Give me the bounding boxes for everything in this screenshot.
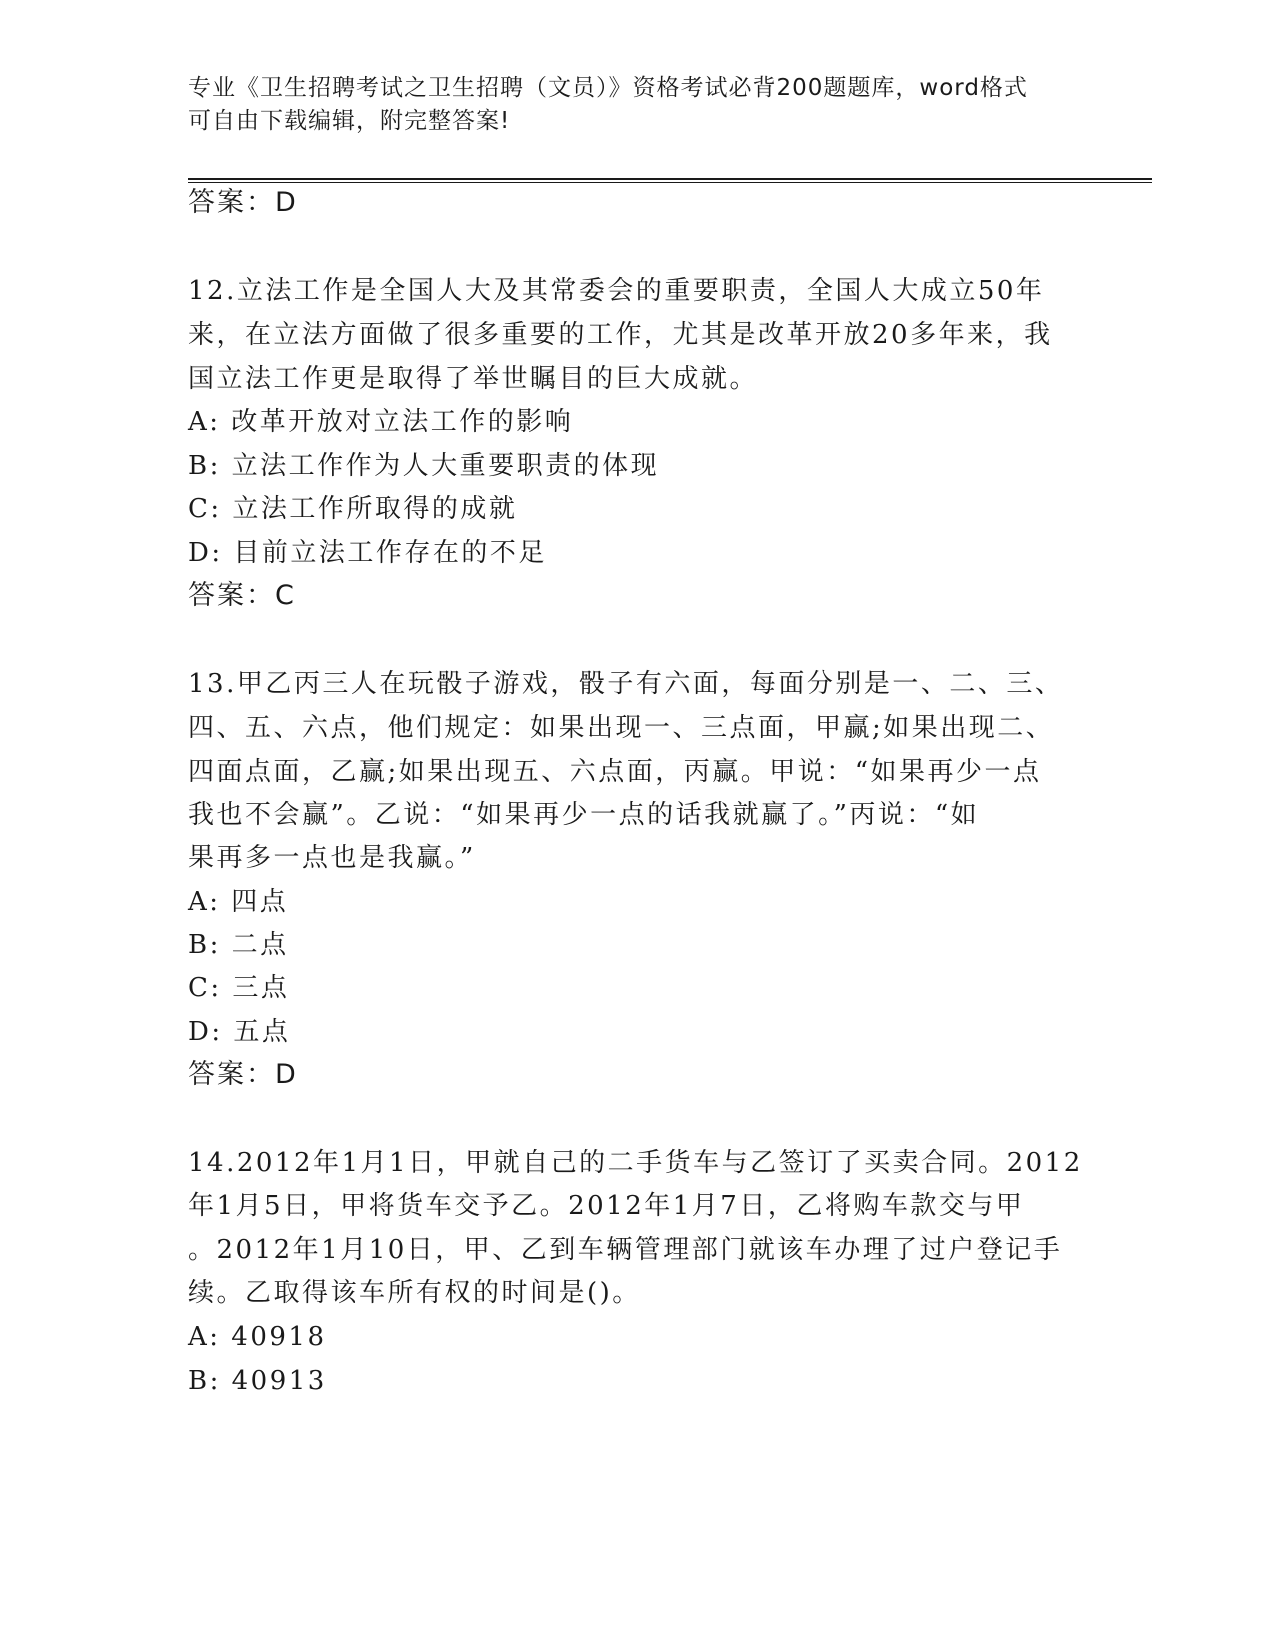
- q12-option-c: C: 立法工作所取得的成就: [188, 494, 518, 524]
- q12-text-line-3: 国立法工作更是取得了举世瞩目的巨大成就。: [188, 364, 759, 394]
- q14-text-line-1: 14.2012年1月1日，甲就自己的二手货车与乙签订了买卖合同。2012: [188, 1148, 1083, 1178]
- q12-option-b: B: 立法工作作为人大重要职责的体现: [188, 451, 660, 481]
- q14-text-line-3: 。2012年1月10日，甲、乙到车辆管理部门就该车办理了过户登记手: [188, 1235, 1063, 1265]
- q12-text-line-2: 来，在立法方面做了很多重要的工作，尤其是改革开放20多年来，我: [188, 320, 1053, 350]
- q14-option-a: A: 40918: [188, 1322, 327, 1352]
- header-line-1: 专业《卫生招聘考试之卫生招聘（文员）》资格考试必背200题题库，word格式: [188, 75, 1028, 101]
- q12-option-d: D: 目前立法工作存在的不足: [188, 538, 547, 568]
- q14-option-b: B: 40913: [188, 1366, 327, 1396]
- page-header: [188, 72, 1068, 138]
- q13-text-line-4: 我也不会赢”。乙说：“如果再少一点的话我就赢了。”丙说：“如: [188, 800, 980, 830]
- q13-text-line-1: 13.甲乙丙三人在玩骰子游戏，骰子有六面，每面分别是一、二、三、: [188, 669, 1064, 699]
- q12-option-a: A: 改革开放对立法工作的影响: [188, 407, 574, 437]
- header-line-2: 可自由下载编辑，附完整答案!: [188, 108, 511, 134]
- answer-11: 答案：D: [188, 187, 298, 218]
- header-divider: [188, 178, 1152, 183]
- q13-text-line-2: 四、五、六点，他们规定：如果出现一、三点面，甲赢;如果出现二、: [188, 713, 1055, 743]
- q12-answer: 答案：C: [188, 580, 296, 611]
- q13-text-line-3: 四面点面，乙赢;如果出现五、六点面，丙赢。甲说：“如果再少一点: [188, 757, 1042, 787]
- q13-answer: 答案：D: [188, 1059, 298, 1090]
- q13-option-a: A: 四点: [188, 887, 289, 917]
- q14-text-line-2: 年1月5日，甲将货车交予乙。2012年1月7日，乙将购车款交与甲: [188, 1191, 1025, 1221]
- q13-option-b: B: 二点: [188, 930, 289, 960]
- q14-text-line-4: 续。乙取得该车所有权的时间是()。: [188, 1278, 641, 1308]
- q13-option-c: C: 三点: [188, 973, 290, 1003]
- q13-text-line-5: 果再多一点也是我赢。”: [188, 843, 476, 873]
- q13-option-d: D: 五点: [188, 1017, 291, 1047]
- q12-text-line-1: 12.立法工作是全国人大及其常委会的重要职责，全国人大成立50年: [188, 276, 1045, 306]
